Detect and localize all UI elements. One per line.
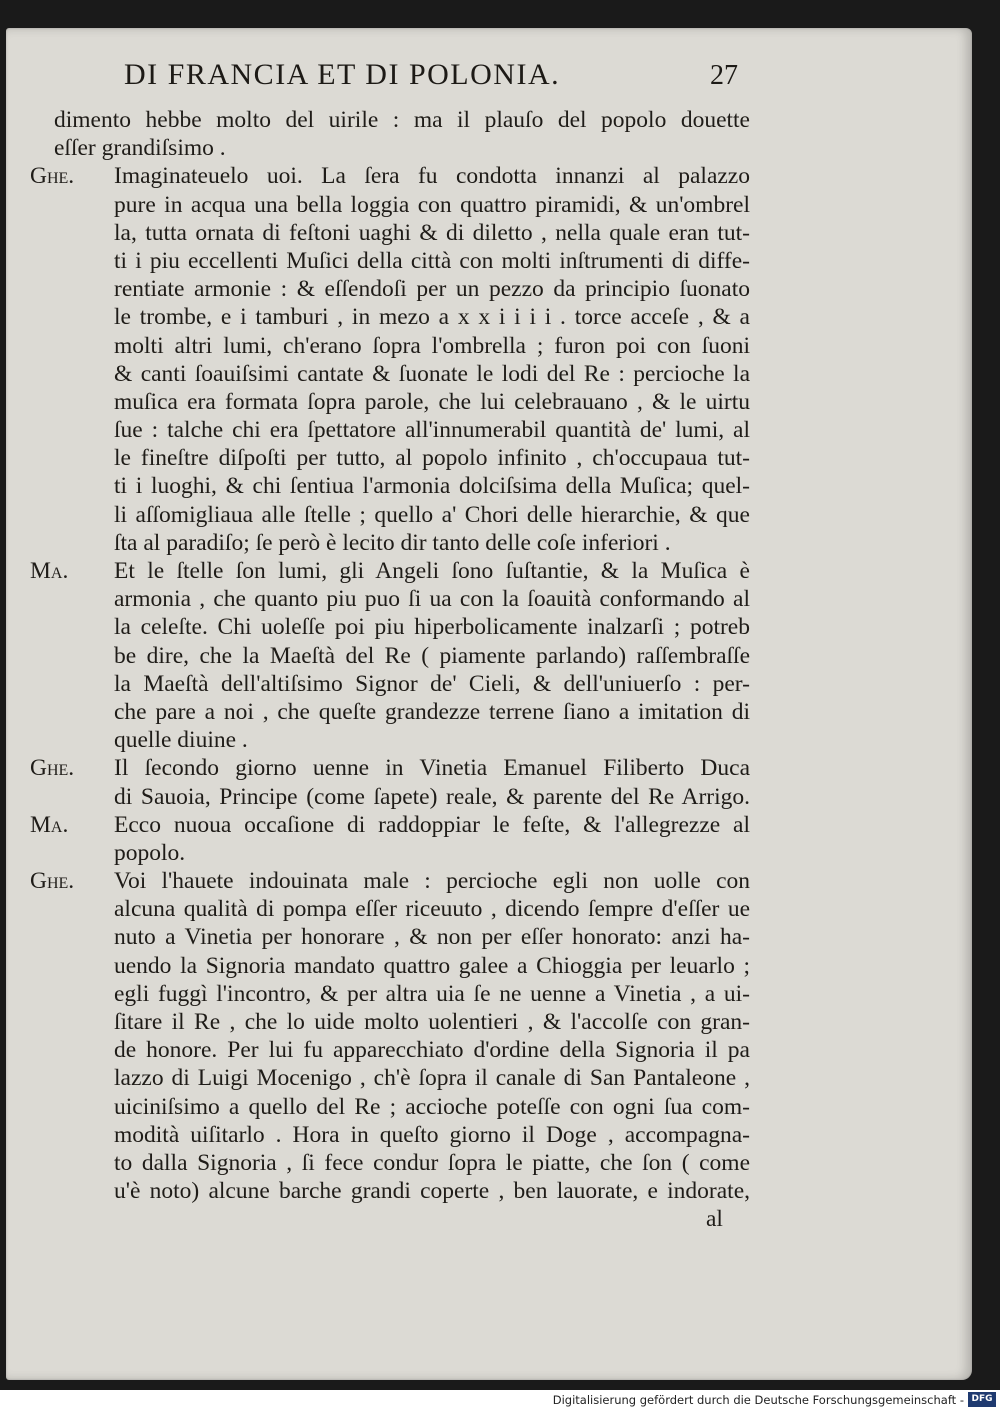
text-line: armonia , che quanto piu puo ſi ua con la ſoauità conformando al: [114, 586, 750, 613]
text-line: nuto a Vinetia per honorare , & non per eſſer honorato: anzi ha-: [114, 924, 750, 951]
text-line: muſica era formata ſopra parole, che lui celebrauano , & le uirtu: [114, 388, 750, 415]
speaker-line: [30, 867, 750, 895]
footer-bar: [0, 1390, 1000, 1411]
text-line: ti i luoghi, & chi ſentiua l'armonia dolciſsima della Muſica; quel-: [114, 473, 750, 500]
text-line: rentiate armonie : & eſſendoſi per un pezzo da principio ſuonato: [114, 276, 750, 303]
text-line: egli fuggì l'incontro, & per altra uia ſe ne uenne a Vinetia , a ui-: [114, 980, 750, 1007]
speaker-line: [30, 162, 750, 190]
speaker-line: [30, 754, 750, 782]
text-line: alcuna qualità di pompa eſſer riceuuto , dicendo ſempre d'eſſer ue: [114, 896, 750, 923]
text-line: popolo.: [114, 839, 186, 866]
speaker-text: Il ſecondo giorno uenne in Vinetia Emanuel Filiberto Duca: [114, 755, 750, 782]
text-line: eſſer grandiſsimo .: [54, 135, 226, 162]
catchword: al: [706, 1206, 723, 1232]
dfg-logo: DFG: [968, 1392, 996, 1407]
text-line: & canti ſoauiſsimi cantate & ſuonate le lodi del Re : percioche la: [114, 360, 750, 387]
text-line: li aſſomigliaua alle ſtelle ; quello a' Chori delle hierarchie, & que: [114, 501, 750, 528]
text-line: la, tutta ornata di feſtoni uaghi & di diletto , nella quale eran tut-: [114, 219, 750, 246]
text-line: le trombe, e i tamburi , in mezo a x x i i i i . torce acceſe , & a: [114, 304, 750, 331]
text-line: lazzo di Luigi Mocenigo , ch'è ſopra il canale di San Pantaleone ,: [114, 1065, 750, 1092]
text-line: modità uiſitarlo . Hora in queſto giorno il Doge , accompagna-: [114, 1121, 750, 1148]
text-line: uiciniſsimo a quello del Re ; accioche poteſſe con ogni ſua com-: [114, 1093, 750, 1120]
funding-credit: Digitalisierung gefördert durch die Deutsche Forschungsgemeinschaft -: [552, 1393, 964, 1407]
text-line: to dalla Signoria , ſi fece condur ſopra le piatte, che ſon ( come: [114, 1149, 750, 1176]
text-line: la Maeſtà dell'altiſsimo Signor de' Cieli, & dell'uniuerſo : per-: [114, 670, 750, 697]
speaker-text: Et le ſtelle ſon lumi, gli Angeli ſono ſuſtantie, & la Muſica è: [114, 558, 750, 584]
speaker-text: Voi l'hauete indouinata male : percioche egli non uolle con: [114, 868, 750, 895]
speaker-label: Ma.: [30, 811, 69, 838]
text-line: di Sauoia, Principe (come ſapete) reale, & parente del Re Arrigo.: [114, 783, 750, 810]
speaker-label: Ghe.: [30, 163, 75, 190]
speaker-label: Ghe.: [30, 755, 75, 782]
text-line: ti i piu eccellenti Muſici della città con molti inſtrumenti di diffe-: [114, 247, 750, 274]
text-line: be dire, che la Maeſtà del Re ( piamente parlando) raſſembraſſe: [114, 642, 750, 669]
speaker-line: [30, 557, 750, 585]
text-line: dimento hebbe molto del uirile : ma il plauſo del popolo douette: [54, 107, 750, 133]
speaker-text: Ecco nuoua occaſione di raddoppiar le feſte, & l'allegrezze al: [114, 811, 750, 838]
text-line: che pare a noi , che queſte grandezze terrene ſiano a imitation di: [114, 698, 750, 725]
speaker-label: Ma.: [30, 558, 69, 584]
page-header: [0, 58, 1000, 98]
text-line: molti altri lumi, ch'erano ſopra l'ombrella ; furon poi con ſuoni: [114, 332, 750, 359]
running-title: DI FRANCIA ET DI POLONIA.: [124, 58, 561, 91]
text-line: ſue : talche chi era ſpettatore all'innumerabil quantità de' lumi, al: [114, 417, 750, 444]
text-line: quelle diuine .: [114, 727, 248, 754]
speaker-text: Imaginateuelo uoi. La ſera fu condotta innanzi al palazzo: [114, 163, 750, 190]
text-line: le fineſtre diſpoſti per tutto, al popolo infinito , ch'occupaua tut-: [114, 445, 750, 472]
text-line: pure in acqua una bella loggia con quattro piramidi, & un'ombrel: [114, 191, 750, 218]
text-line: ſitare il Re , che lo uide molto uolentieri , & l'accolſe con gran-: [114, 1009, 750, 1035]
page-number: 27: [710, 60, 738, 91]
text-line: la celeſte. Chi uoleſſe poi piu hiperbolicamente inalzarſi ; potreb: [114, 614, 750, 641]
speaker-line: [30, 811, 750, 839]
speaker-label: Ghe.: [30, 868, 75, 895]
body-text: [30, 106, 750, 1205]
text-line: u'è noto) alcune barche grandi coperte , ben lauorate, e indorate,: [114, 1178, 750, 1205]
text-line: de honore. Per lui fu apparecchiato d'ordine della Signoria il pa: [114, 1037, 750, 1064]
text-line: uendo la Signoria mandato quattro galee a Chioggia per leuarlo ;: [114, 952, 750, 979]
text-line: ſta al paradiſo; ſe però è lecito dir tanto delle coſe inferiori .: [114, 529, 671, 556]
